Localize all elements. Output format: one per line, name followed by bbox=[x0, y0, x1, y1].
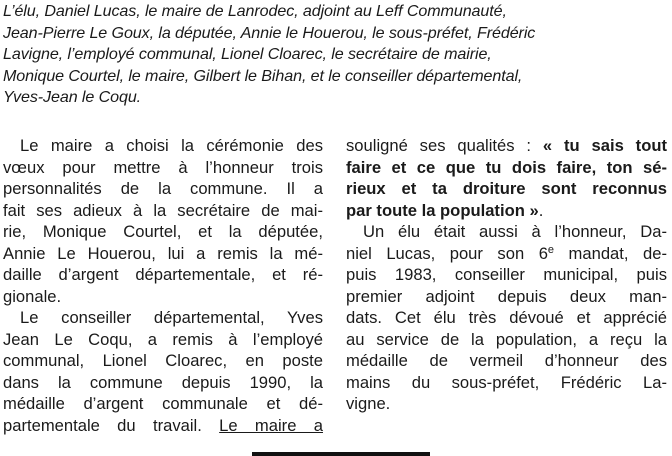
quote-text: rieux et ta droiture sont reconnus bbox=[346, 179, 667, 198]
text-line: fait ses adieux à la secrétaire de mai- bbox=[3, 200, 323, 220]
text-line: Jean Le Coqu, a remis à l’employé bbox=[3, 329, 323, 349]
article-paragraph bbox=[346, 135, 667, 221]
article-paragraph bbox=[3, 135, 323, 307]
text-segment: partementale du travail. bbox=[3, 415, 220, 435]
caption-line: Jean-Pierre Le Goux, la députée, Annie le Houerou, le sous-préfet, Frédéric bbox=[3, 23, 536, 42]
text-line bbox=[3, 415, 323, 437]
ordinal-superscript: e bbox=[547, 243, 555, 256]
caption-line: L’élu, Daniel Lucas, le maire de Lanrodec, adjoint au Leff Communauté, bbox=[3, 2, 507, 20]
quote-text: « tu sais tout bbox=[542, 136, 668, 155]
quote-text: par toute la population » bbox=[346, 200, 539, 220]
text-line: Annie Le Houerou, lui a remis la mé- bbox=[3, 243, 323, 263]
caption-line: Monique Courtel, le maire, Gilbert le Bihan, et le conseiller départemental, bbox=[3, 66, 523, 85]
text-line: communal, Lionel Cloarec, en poste bbox=[3, 351, 323, 370]
article-left-column bbox=[3, 135, 323, 436]
photo-caption bbox=[3, 1, 667, 109]
text-segment: souligné ses qualités : bbox=[346, 136, 543, 155]
text-line: au service de la population, a reçu la bbox=[346, 329, 667, 349]
caption-line: Yves-Jean le Coqu. bbox=[3, 88, 142, 107]
text-segment: mandat, de- bbox=[554, 243, 667, 263]
text-line: médaille d’argent communale et dé- bbox=[3, 394, 323, 413]
quote-text: faire et ce que tu dois faire, ton sé- bbox=[346, 157, 667, 177]
article-paragraph bbox=[3, 307, 323, 436]
text-line: vigne. bbox=[346, 394, 391, 413]
caption-line: Lavigne, l’employé communal, Lionel Cloarec, le secrétaire de mairie, bbox=[3, 45, 492, 64]
text-line bbox=[346, 200, 667, 222]
text-line: dats. Cet élu très dévoué et apprécié bbox=[346, 308, 667, 327]
text-line bbox=[346, 135, 667, 157]
text-line: mains du sous-préfet, Frédéric La- bbox=[346, 372, 667, 392]
text-line: Le conseiller départemental, Yves bbox=[20, 308, 323, 327]
text-line: vœux pour mettre à l’honneur trois bbox=[3, 157, 323, 177]
text-line: personnalités de la commune. Il a bbox=[3, 179, 323, 198]
text-line: dans la commune depuis 1990, la bbox=[3, 372, 323, 392]
article-paragraph bbox=[346, 221, 667, 415]
article-right-column bbox=[346, 135, 667, 415]
text-line: Le maire a choisi la cérémonie des bbox=[20, 136, 323, 155]
underlined-text: Le maire a bbox=[219, 415, 323, 435]
text-line: Un élu était aussi à l’honneur, Da- bbox=[363, 222, 667, 241]
text-line: puis 1983, conseiller municipal, puis bbox=[346, 265, 667, 284]
text-line: rie, Monique Courtel, et la députée, bbox=[3, 222, 323, 241]
text-line: gionale. bbox=[3, 286, 62, 306]
black-bar bbox=[252, 452, 430, 456]
text-line bbox=[346, 243, 667, 265]
text-segment: niel Lucas, pour son 6 bbox=[346, 243, 548, 263]
text-line: premier adjoint depuis deux man- bbox=[346, 286, 667, 306]
text-segment: . bbox=[538, 200, 544, 220]
text-line: daille d’argent départementale, et ré- bbox=[3, 265, 323, 284]
text-line: médaille de vermeil d’honneur des bbox=[346, 351, 667, 370]
